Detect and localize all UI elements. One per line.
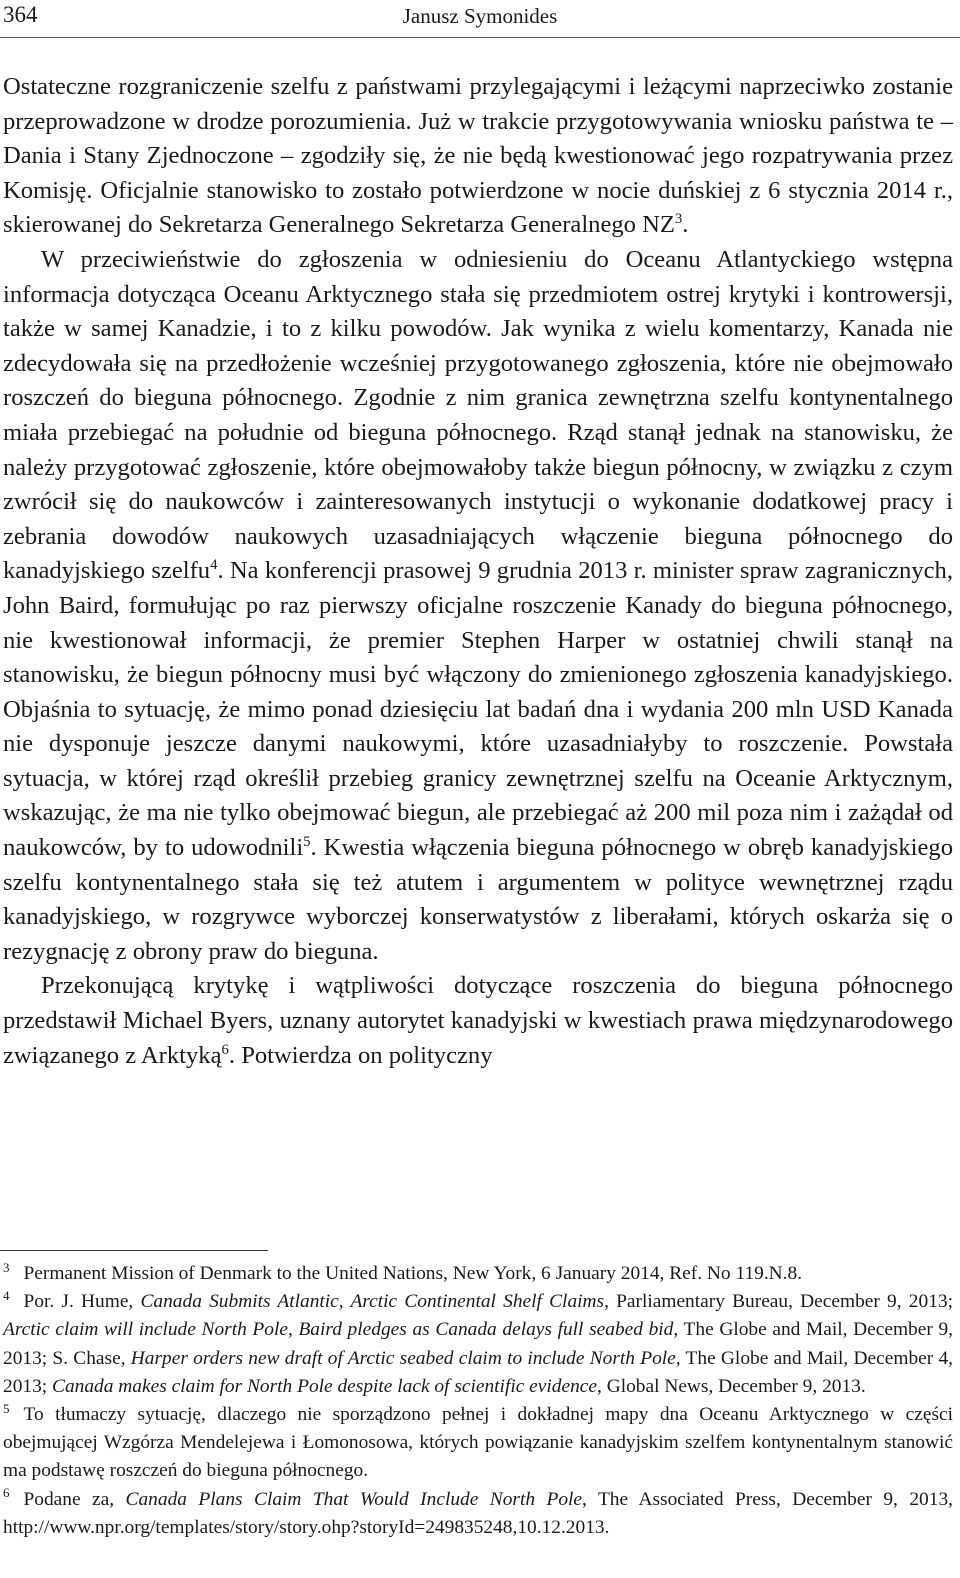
footnote-3	[3, 1260, 953, 1288]
cited-title: Canada makes claim for North Pole despite lack of scientific evidence	[52, 1375, 597, 1397]
paragraph-2	[3, 243, 953, 969]
paragraph-3-end: . Potwierdza on polityczny	[228, 1041, 493, 1069]
paragraph-2-text-b: . Na konferencji prasowej 9 grudnia 2013 r. minister spraw zagranicznych, John Baird, formułując po raz pierwszy oficjalne roszczenie Kanady do bieguna północnego, nie kwestionował informacji, że premier Stephen Harper w ostatniej chwili stanął na stanowisku, że biegun północny musi być włączony do zmienionego zgłoszenia kanadyjskiego. Objaśnia to sytuację, że mimo ponad dziesięciu lat badań dna i wydania 200 mln USD Kanada nie dysponuje jeszcze danymi naukowymi, które uzasadniałyby to roszczenie. Powstała sytuacja, w której rząd określił przebieg granicy zewnętrznej szelfu na Oceanie Arktycznym, wskazując, że ma nie tylko obejmować biegun, ale przebiegać aż 200 mil poza nim i zażądał od naukowców, by to udowodnili	[3, 557, 953, 862]
footnote-ref-4[interactable]: 4	[210, 557, 218, 574]
page-number: 364	[3, 2, 38, 27]
footnotes	[3, 1260, 953, 1542]
footnote-text: Podane za,	[23, 1488, 126, 1510]
footnote-number: 3	[3, 1259, 10, 1275]
cited-title: Arctic claim will include North Pole, Baird pledges as Canada delays full seabed bid	[3, 1319, 674, 1341]
footnote-number: 5	[3, 1400, 10, 1416]
paragraph-2-text-c: . Kwestia włączenia bieguna północnego w obręb kanadyjskiego szelfu kontynentalnego stała się też atutem i argumentem w polityce wewnętrznej rządu kanadyjskiego, w rozgrywce wyborczej konserwatystów z liberałami, których oskarża się o rezygnację z obrony praw do bieguna.	[3, 834, 953, 965]
footnote-number: 4	[3, 1287, 10, 1303]
footnote-6	[3, 1486, 953, 1542]
footnote-text: , Parliamentary Bureau, December 9, 2013;	[604, 1291, 953, 1313]
footnote-number: 6	[3, 1485, 10, 1501]
cited-title: Canada Submits Atlantic, Arctic Continental Shelf Claims	[140, 1291, 605, 1313]
header-divider	[0, 37, 960, 38]
footnote-text: Por. J. Hume,	[23, 1291, 141, 1313]
footnote-ref-3[interactable]: 3	[674, 211, 683, 228]
paragraph-1-end: .	[682, 211, 689, 239]
cited-title: Harper orders new draft of Arctic seabed claim to include North Pole	[130, 1347, 676, 1369]
footnote-text-with-url[interactable]: , The Associated Press, December 9, 2013, http://www.npr.org/templates/story/story.ohp?storyId=249835248,10.12.2013.	[3, 1488, 953, 1538]
footnote-ref-6[interactable]: 6	[221, 1041, 229, 1058]
footnote-text: , Global News, December 9, 2013.	[597, 1375, 866, 1397]
footnote-text: , The Globe and Mail, December 4, 2013;	[3, 1347, 953, 1397]
running-head-author: Janusz Symonides	[402, 4, 558, 28]
main-text	[3, 70, 953, 1073]
footnote-divider	[0, 1250, 268, 1251]
paragraph-1	[3, 70, 953, 243]
paragraph-3	[3, 969, 953, 1073]
page-header	[0, 0, 960, 34]
footnote-4	[3, 1288, 953, 1401]
paragraph-2-text-a: W przeciwieństwie do zgłoszenia w odniesieniu do Oceanu Atlantyckiego wstępna informacja dotycząca Oceanu Arktycznego stała się przedmiotem ostrej krytyki i kontrowersji, także w samej Kanadzie, i to z kilku powodów. Jak wynika z wielu komentarzy, Kanada nie zdecydowała się na przedłożenie wcześniej przygotowanego zgłoszenia, które nie obejmowało roszczeń do bieguna północnego. Zgodnie z nim granica zewnętrzna szelfu kontynentalnego miała przebiegać na południe od bieguna północnego. Rząd stanął jednak na stanowisku, że należy przygotować zgłoszenie, które obejmowałoby także biegun północny, w związku z czym zwrócił się do naukowców i zainteresowanych instytucji o wykonanie dodatkowej pracy i zebrania dowodów naukowych uzasadniających włączenie bieguna północnego do kanadyjskiego szelfu	[3, 245, 953, 585]
paragraph-3-text: Przekonującą krytykę i wątpliwości dotyczące roszczenia do bieguna północnego przedstawił Michael Byers, uznany autorytet kanadyjski w kwestiach prawa międzynarodowego związanego z Arktyką	[3, 972, 953, 1069]
paragraph-1-text: Ostateczne rozgraniczenie szelfu z państwami przylegającymi i leżącymi naprzeciwko zostanie przeprowadzone w drodze porozumienia. Już w trakcie przygotowywania wniosku państwa te – Dania i Stany Zjednoczone – zgodziły się, że nie będą kwestionować jego rozpatrywania przez Komisję. Oficjalnie stanowisko to zostało potwierdzone w nocie duńskiej z 6 stycznia 2014 r., skierowanej do Sekretarza Generalnego Sekretarza Generalnego NZ	[3, 73, 953, 239]
cited-title: Canada Plans Claim That Would Include North Pole	[125, 1488, 583, 1510]
footnote-text: Permanent Mission of Denmark to the United Nations, New York, 6 January 2014, Ref. No 119.N.8.	[23, 1263, 803, 1284]
footnote-5	[3, 1401, 953, 1486]
footnote-text: To tłumaczy sytuację, dlaczego nie sporządzono pełnej i dokładnej mapy dna Oceanu Arktycznego w części obejmującej Wzgórza Mendelejewa i Łomonosowa, których powiązanie kanadyjskim szelfem kontynentalnym stanowić ma podstawę roszczeń do bieguna północnego.	[3, 1404, 953, 1482]
footnote-ref-5[interactable]: 5	[303, 833, 311, 850]
footnote-text: , The Globe and Mail, December 9, 2013; S. Chase,	[3, 1319, 953, 1369]
